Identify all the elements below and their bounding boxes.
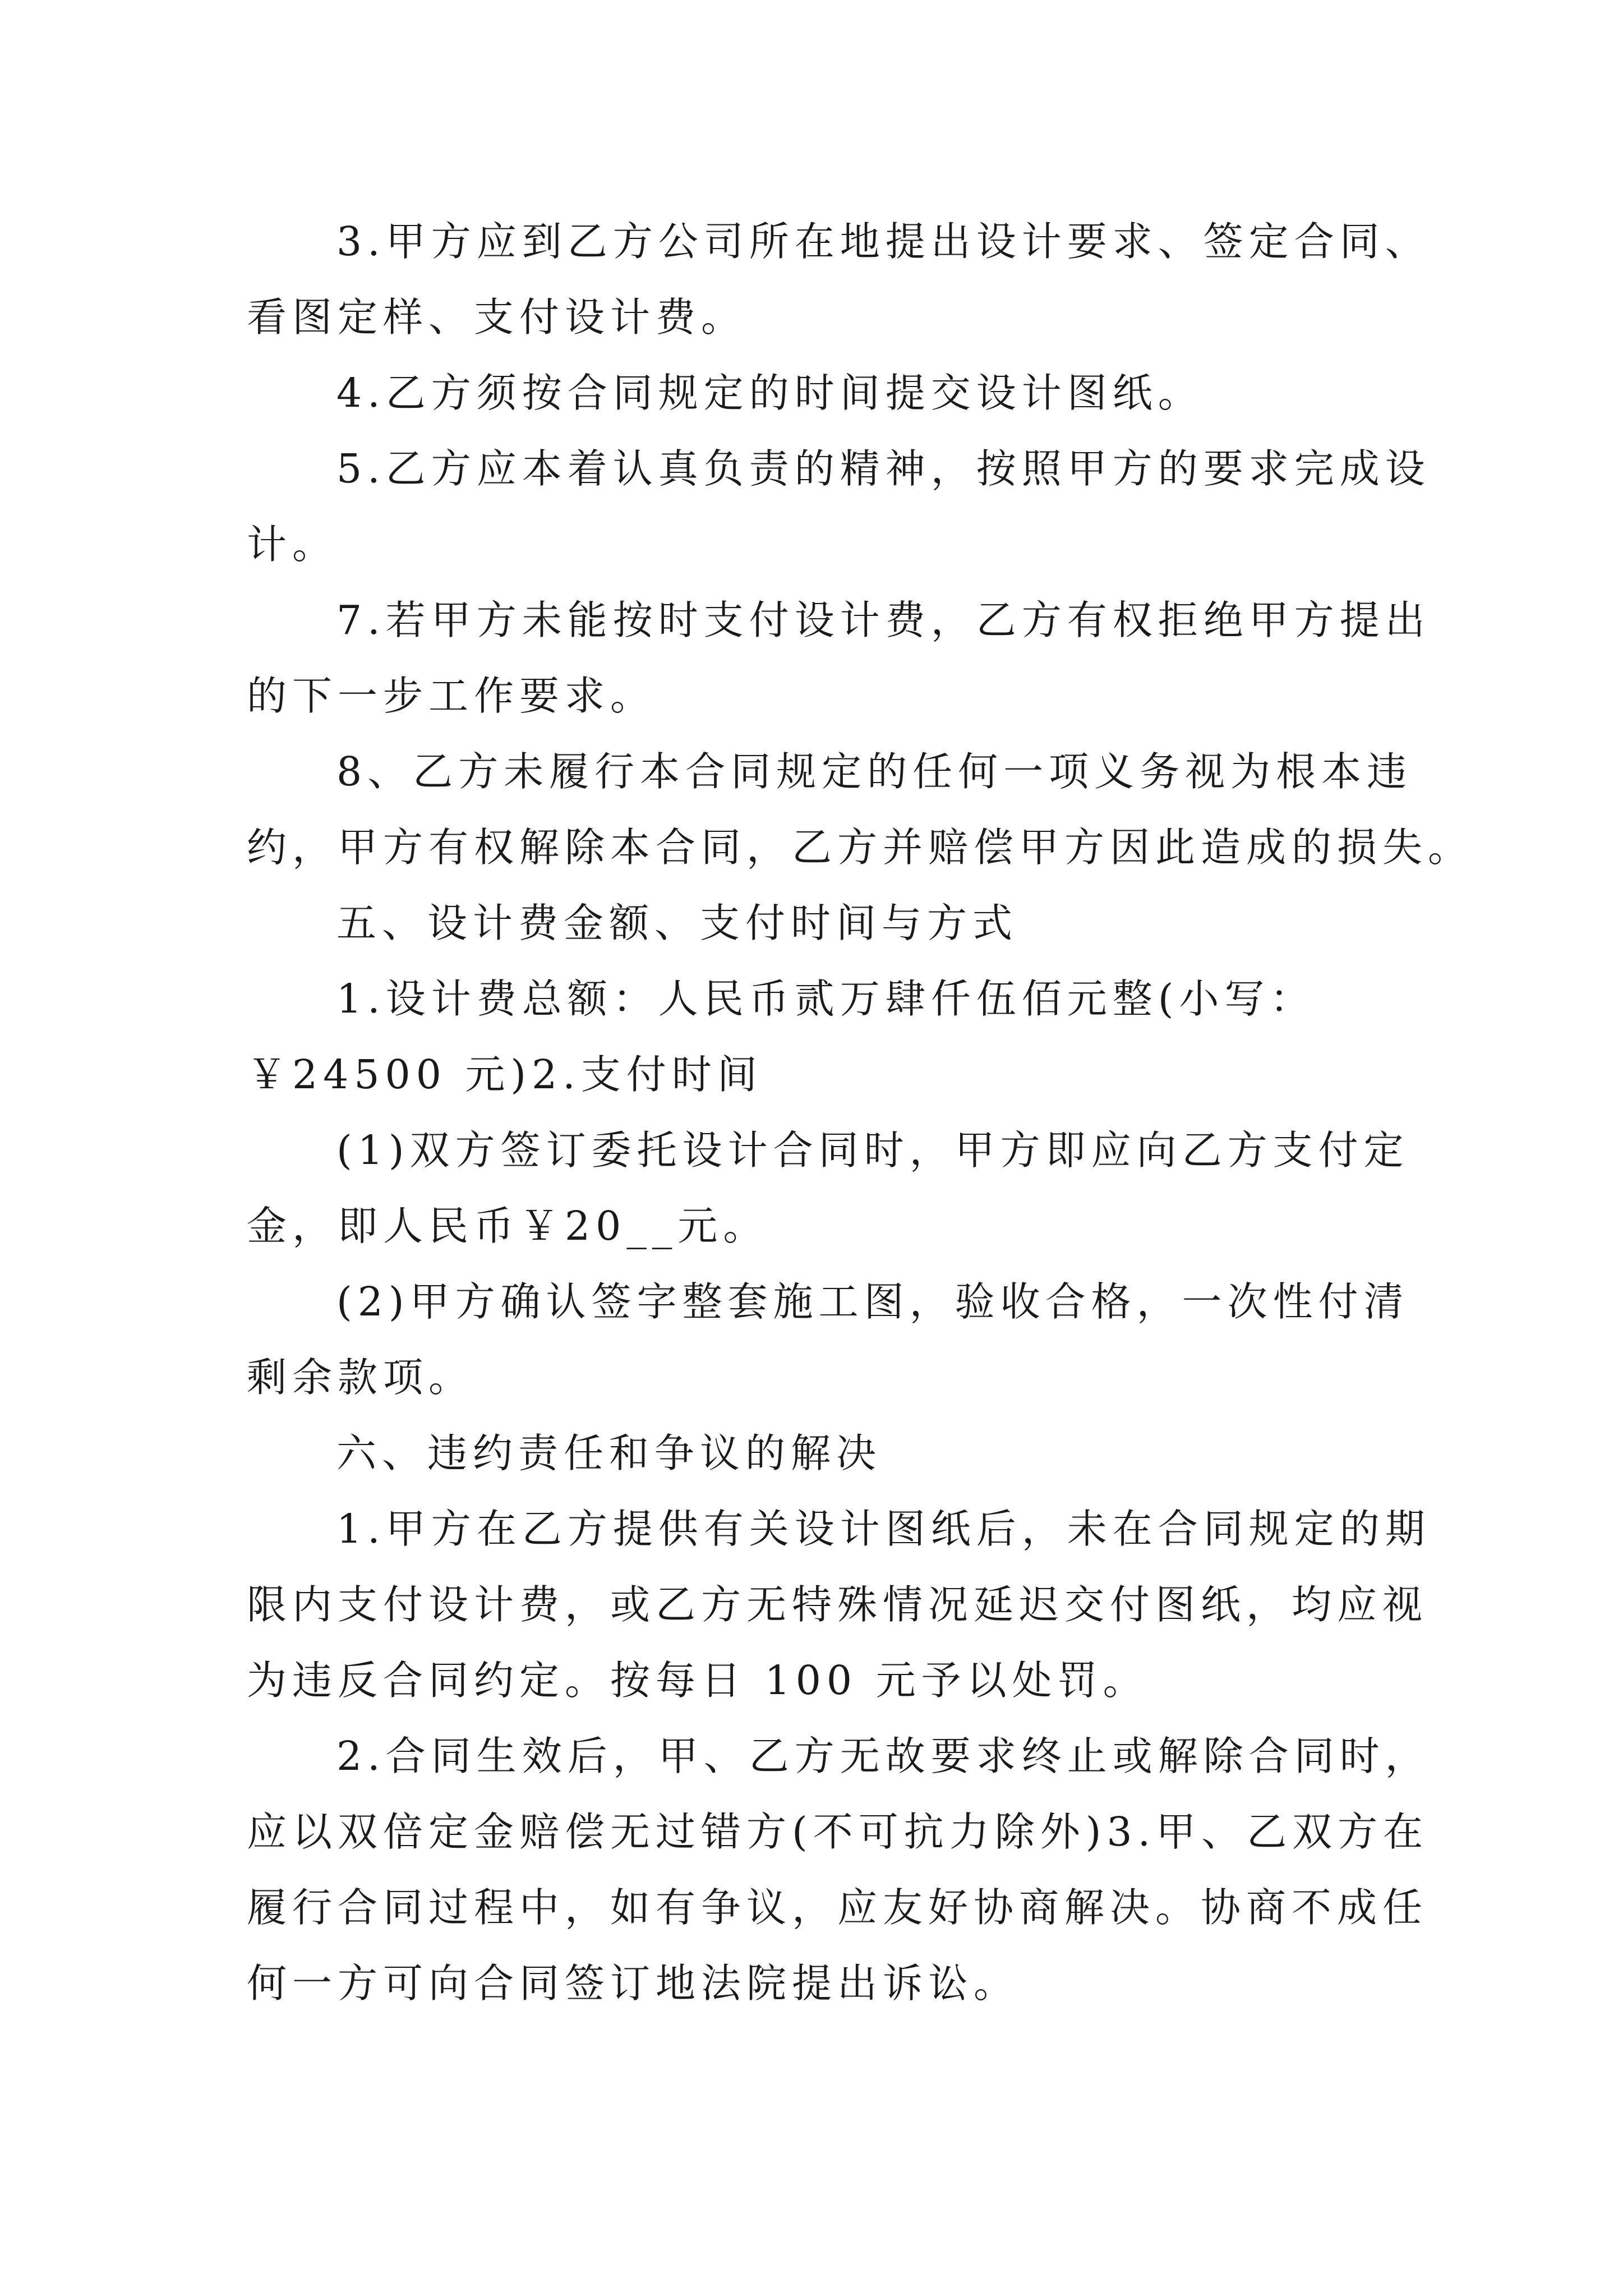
payment-item-2-line-1: (2)甲方确认签字整套施工图，验收合格，一次性付清 [336,1278,1409,1325]
liability-2-line-2: 应以双倍定金赔偿无过错方(不可抗力除外)3.甲、乙双方在 [247,1809,1429,1855]
clause-3-line-1: 3.甲方应到乙方公司所在地提出设计要求、签定合同、 [336,218,1431,265]
section-5-heading: 五、设计费金额、支付时间与方式 [336,900,1018,946]
clause-5-line-1: 5.乙方应本着认真负责的精神，按照甲方的要求完成设 [336,445,1431,492]
clause-5-line-2: 计。 [247,521,338,568]
payment-item-1-line-1: (1)双方签订委托设计合同时，甲方即应向乙方支付定 [336,1127,1409,1174]
liability-1-line-2: 限内支付设计费，或乙方无特殊情况延迟交付图纸，均应视 [247,1581,1428,1628]
clause-3-line-2: 看图定样、支付设计费。 [247,294,747,341]
liability-1-line-1: 1.甲方在乙方提供有关设计图纸后，未在合同规定的期 [336,1506,1431,1552]
liability-1-line-3: 为违反合同约定。按每日 100 元予以处罚。 [247,1657,1149,1704]
clause-8-line-2: 约，甲方有权解除本合同，乙方并赔偿甲方因此造成的损失。 [247,824,1474,871]
liability-2-line-3: 履行合同过程中，如有争议，应友好协商解决。协商不成任 [247,1884,1428,1931]
liability-2-line-1: 2.合同生效后，甲、乙方无故要求终止或解除合同时， [336,1733,1431,1779]
clause-4: 4.乙方须按合同规定的时间提交设计图纸。 [336,370,1204,416]
liability-2-line-4: 何一方可向合同签订地法院提出诉讼。 [247,1960,1020,2007]
payment-item-2-line-2: 剩余款项。 [247,1354,474,1401]
fee-total-line-1: 1.设计费总额：人民币贰万肆仟伍佰元整(小写： [336,976,1316,1022]
payment-item-1-line-2: 金，即人民币￥20__元。 [247,1203,769,1249]
fee-total-line-2: ￥24500 元)2.支付时间 [247,1051,763,1098]
clause-7-line-2: 的下一步工作要求。 [247,673,656,719]
section-6-heading: 六、违约责任和争议的解决 [336,1430,882,1476]
clause-7-line-1: 7.若甲方未能按时支付设计费，乙方有权拒绝甲方提出 [336,597,1431,643]
clause-8-line-1: 8、乙方未履行本合同规定的任何一项义务视为根本违 [336,748,1413,795]
